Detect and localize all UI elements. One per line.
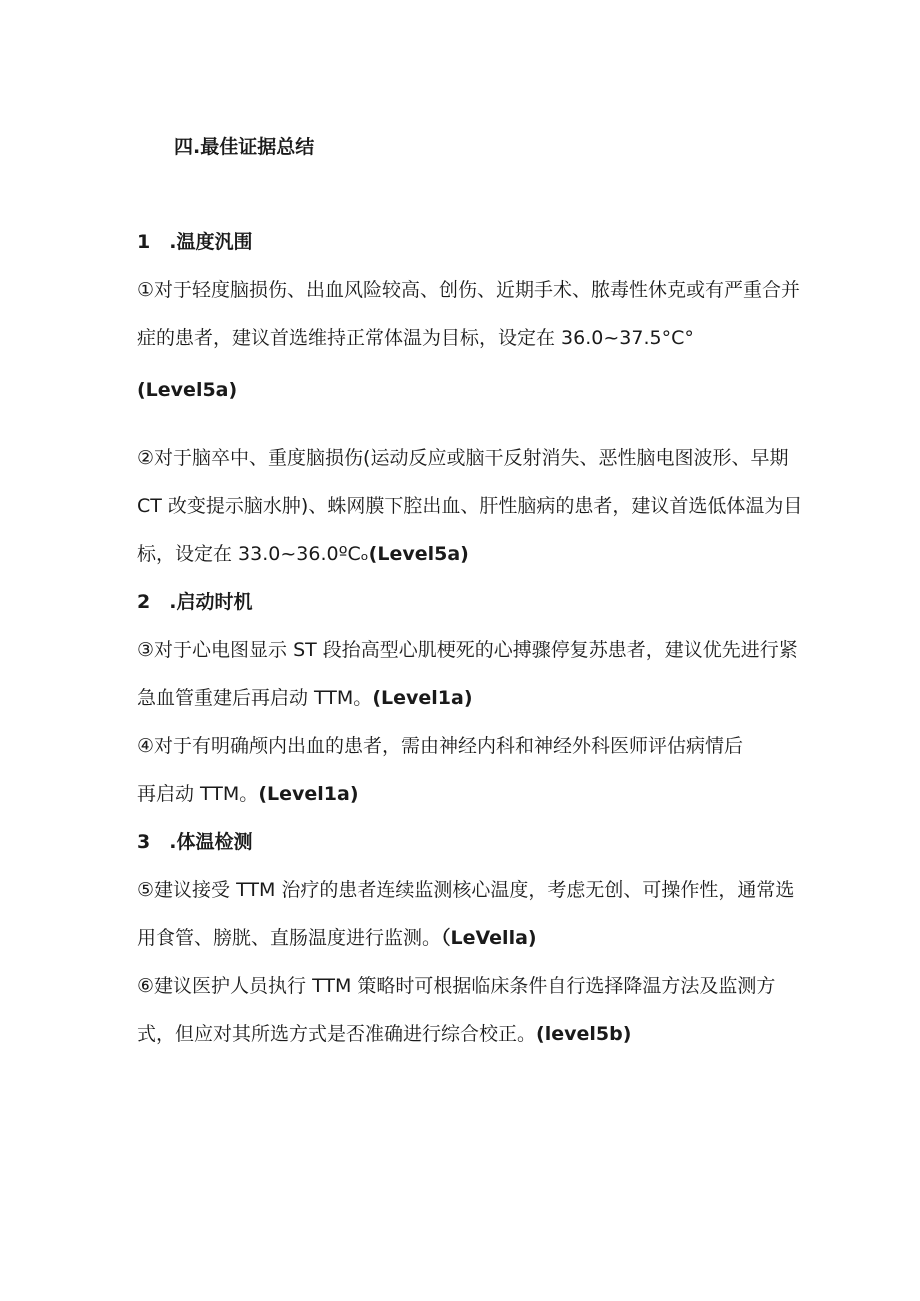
item-6-line-2	[137, 1022, 631, 1046]
page-title: 四.最佳证据总结	[174, 136, 315, 158]
item-4-level: (Level1a)	[258, 783, 359, 805]
item-6-line-2-text: 式，但应对其所选方式是否准确进行综合校正。	[137, 1023, 537, 1045]
section-heading-start-timing: 2 .启动时机	[137, 591, 253, 613]
item-6-line-1: ⑥建议医护人员执行 TTM 策略时可根据临床条件自行选择降温方法及监测方	[137, 975, 776, 997]
item-2-level: (Level5a)	[368, 543, 469, 565]
item-3-line-2-text: 急血管重建后再启动 TTM。	[137, 687, 373, 709]
item-5-line-1: ⑤建议接受 TTM 治疗的患者连续监测核心温度，考虑无创、可操作性，通常选	[137, 879, 795, 901]
item-5-level: （LeVella)	[441, 927, 537, 949]
item-1-line-1: ①对于轻度脑损伤、出血风险较高、创伤、近期手术、脓毒性休克或有严重合并	[137, 279, 801, 301]
item-4-line-1: ④对于有明确颅内出血的患者，需由神经内科和神经外科医师评估病情后	[137, 735, 744, 757]
item-5-line-2-text: 用食管、膀胱、直肠温度进行监测。	[137, 927, 442, 949]
item-2-line-3	[137, 542, 469, 566]
item-4-line-2	[137, 782, 359, 806]
item-3-line-2	[137, 686, 473, 710]
item-4-line-2-text: 再启动 TTM。	[137, 783, 259, 805]
item-6-level: (level5b)	[536, 1023, 632, 1045]
item-3-level: (Level1a)	[372, 687, 473, 709]
item-3-line-1: ③对于心电图显示 ST 段抬高型心肌梗死的心搏骤停复苏患者，建议优先进行紧	[137, 639, 798, 661]
item-1-level: (Level5a)	[137, 379, 238, 401]
section-heading-temperature-range: 1 .温度汎围	[137, 231, 253, 253]
item-1-line-2: 症的患者，建议首选维持正常体温为目标，设定在 36.0~37.5°C°	[137, 327, 694, 349]
item-5-line-2	[137, 926, 537, 950]
section-heading-temperature-monitoring: 3 .体温检测	[137, 831, 253, 853]
item-2-line-3-text: 标，设定在 33.0~36.0ºCₒ	[137, 543, 369, 565]
item-2-line-1: ②对于脑卒中、重度脑损伤(运动反应或脑干反射消失、恶性脑电图波形、早期	[137, 447, 789, 469]
item-2-line-2: CT 改变提示脑水肿)、蛛网膜下腔出血、肝性脑病的患者，建议首选低体温为目	[137, 495, 803, 517]
